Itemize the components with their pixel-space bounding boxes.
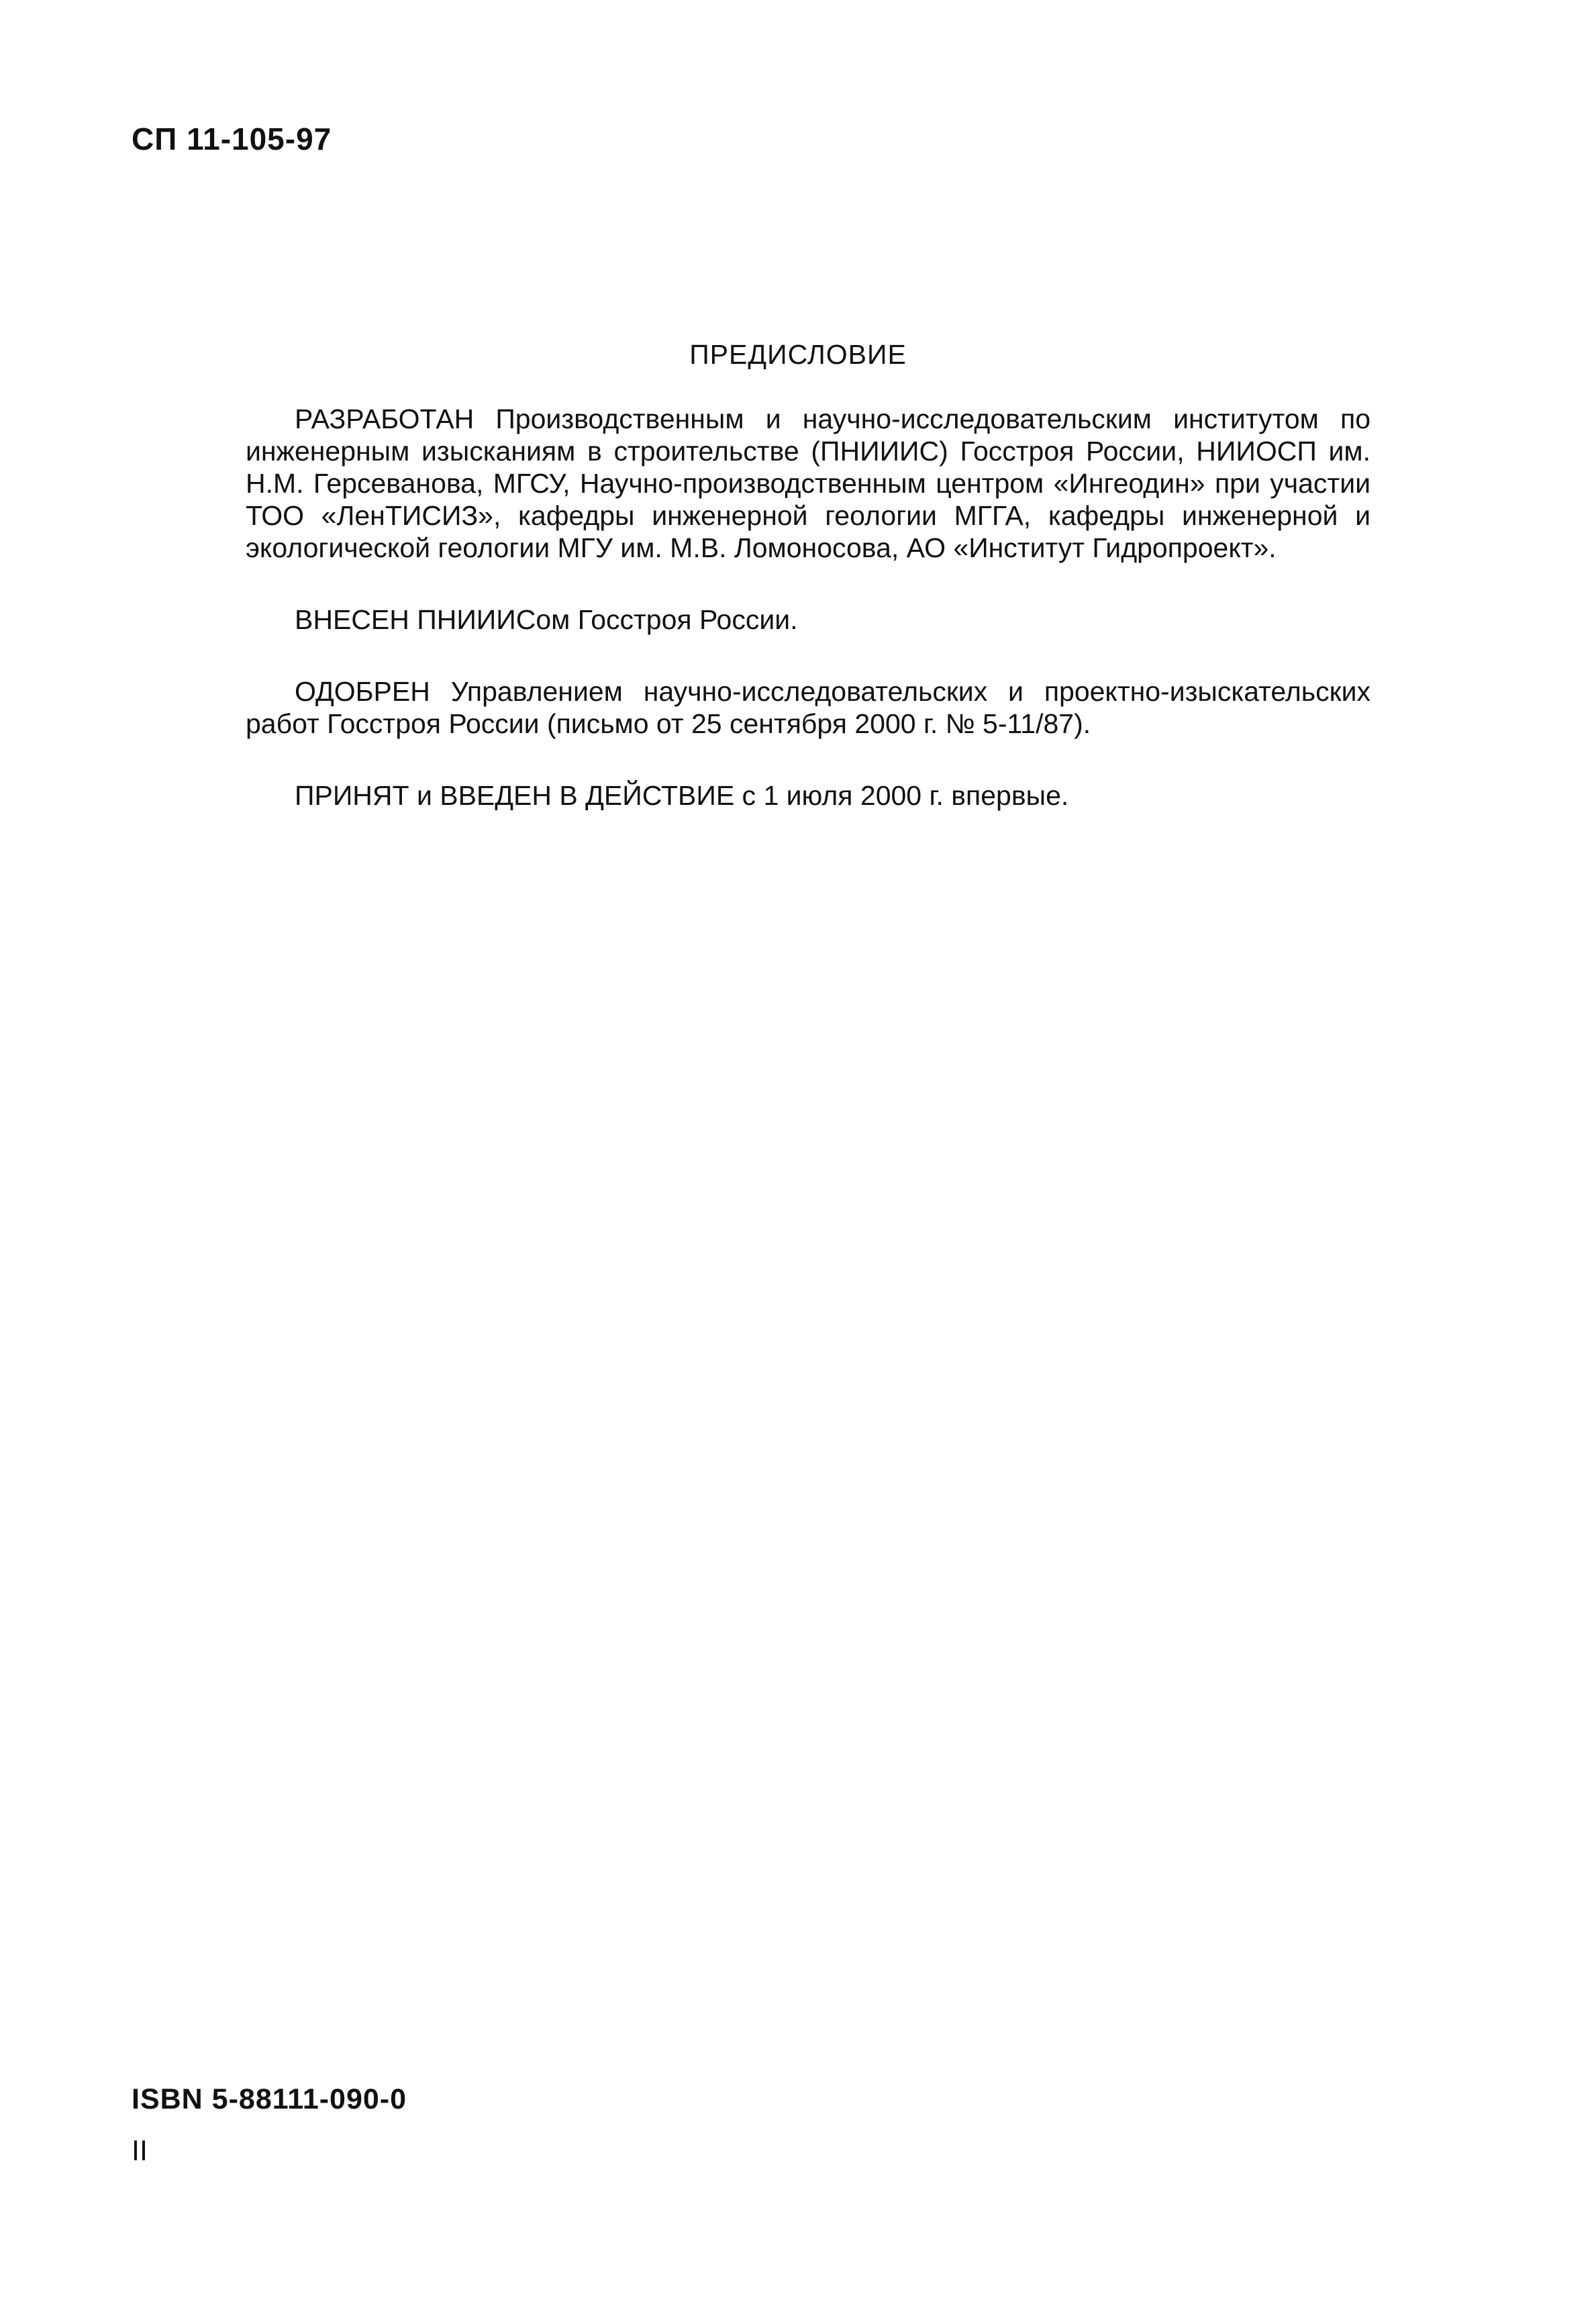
paragraph-developed-by: РАЗРАБОТАН Производственным и научно-исследовательским институтом по инженерным изысканиям в строительстве (ПНИИИС) Госстроя России, НИИОСП им. Н.М. Герсеванова, МГСУ, Научно-производственным центром «Ингеодин» при участии ТОО «ЛенТИСИЗ», кафедры инженерной геологии МГГА, кафедры инженерной и экологической геологии МГУ им. М.В. Ломоносова, АО «Институт Гидропроект». (246, 403, 1370, 563)
isbn: ISBN 5-88111-090-0 (132, 2083, 407, 2115)
document-code: СП 11-105-97 (132, 122, 332, 156)
preface-title: ПРЕДИСЛОВИЕ (689, 339, 907, 370)
paragraph-approved-by: ОДОБРЕН Управлением научно-исследовательских и проектно-изыскательских работ Госстроя России (письмо от 25 сентября 2000 г. № 5-11/87). (246, 676, 1370, 739)
paragraph-introduced-by: ВНЕСЕН ПНИИИСом Госстроя России. (295, 604, 798, 635)
page-number: II (132, 2135, 148, 2167)
preface-body (246, 403, 1370, 851)
paragraph-adopted: ПРИНЯТ и ВВЕДЕН В ДЕЙСТВИЕ с 1 июля 2000 г. впервые. (295, 780, 1069, 811)
